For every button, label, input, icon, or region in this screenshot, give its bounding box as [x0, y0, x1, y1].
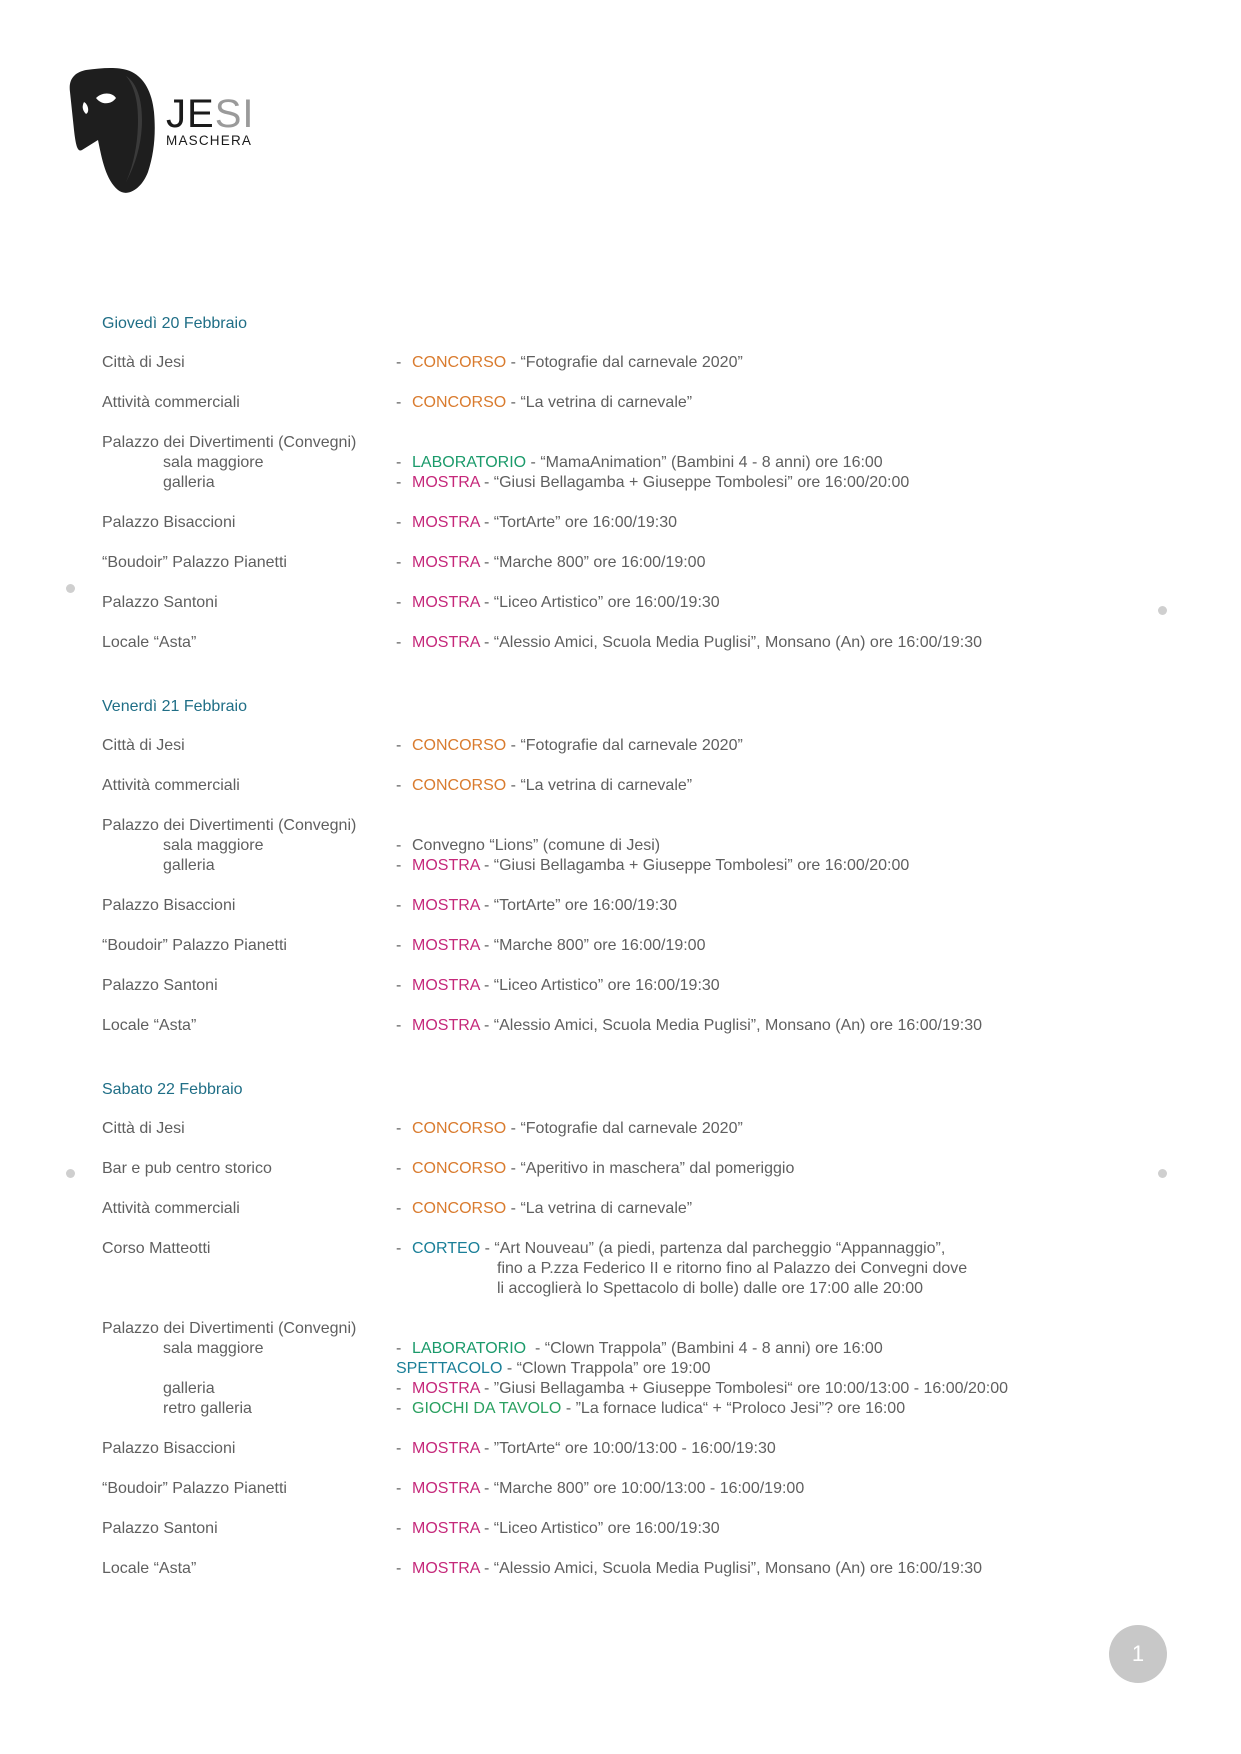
venue-block	[102, 816, 1102, 876]
event-description: - “Liceo Artistico” ore 16:00/19:30	[479, 977, 720, 994]
event-description: - “Fotografie dal carnevale 2020”	[506, 354, 743, 371]
event-description: - ”TortArte“ ore 10:00/13:00 - 16:00/19:30	[479, 1440, 776, 1457]
venue-row	[102, 513, 1102, 533]
venue-row	[102, 776, 1102, 796]
event-dash: -	[396, 1560, 402, 1577]
venue-name: “Boudoir” Palazzo Pianetti	[102, 1480, 287, 1497]
event-dash: -	[396, 354, 402, 371]
venue-events	[396, 353, 1102, 373]
venue-row	[102, 1159, 1102, 1179]
sub-venue-label: galleria	[163, 1380, 215, 1397]
page-number-badge: 1	[1109, 1625, 1167, 1683]
event-category: SPETTACOLO	[396, 1360, 503, 1377]
program-schedule	[102, 314, 1102, 1623]
event-dash: -	[396, 1400, 402, 1417]
sub-venue-row	[102, 453, 1102, 473]
event-line	[396, 1199, 1102, 1219]
event-category: MOSTRA	[412, 937, 480, 954]
venue-events	[396, 1199, 1102, 1219]
mask-icon	[68, 68, 158, 194]
event-category: CONCORSO	[412, 777, 507, 794]
event-description: - “Marche 800” ore 16:00/19:00	[479, 937, 706, 954]
event-description: - “Aperitivo in maschera” dal pomeriggio	[506, 1160, 795, 1177]
venue-name: Città di Jesi	[102, 1120, 185, 1137]
venue-name: Attività commerciali	[102, 777, 240, 794]
venue-events	[396, 1479, 1102, 1499]
event-line	[396, 633, 1102, 653]
venue-events	[396, 1359, 1102, 1379]
sub-venue-label: sala maggiore	[163, 837, 264, 854]
event-dash: -	[396, 1017, 402, 1034]
venue-name: Palazzo dei Divertimenti (Convegni)	[102, 817, 357, 834]
event-description: - “MamaAnimation” (Bambini 4 - 8 anni) ore 16:00	[526, 454, 883, 471]
venue-name: Corso Matteotti	[102, 1240, 211, 1257]
venue-name: Città di Jesi	[102, 737, 185, 754]
venue-events	[396, 1399, 1102, 1419]
event-line	[396, 593, 1102, 613]
sub-venue-row	[102, 1359, 1102, 1379]
event-dash: -	[396, 394, 402, 411]
event-description: - “La vetrina di carnevale”	[506, 1200, 693, 1217]
event-description: - “Fotografie dal carnevale 2020”	[506, 737, 743, 754]
hole-punch-dot	[1158, 606, 1167, 615]
venue-name: “Boudoir” Palazzo Pianetti	[102, 937, 287, 954]
event-description: Convegno “Lions” (comune di Jesi)	[412, 837, 661, 854]
venue-row	[102, 393, 1102, 413]
venue-row	[102, 1439, 1102, 1459]
venue-name: Locale “Asta”	[102, 634, 197, 651]
venue-events	[396, 453, 1102, 473]
event-line	[396, 1479, 1102, 1499]
venue-row	[102, 1239, 1102, 1299]
venue-events	[396, 1379, 1102, 1399]
venue-row	[102, 1119, 1102, 1139]
event-dash: -	[396, 514, 402, 531]
event-line	[396, 353, 1102, 373]
venue-events	[396, 1559, 1102, 1579]
event-line	[396, 1519, 1102, 1539]
event-dash: -	[396, 1520, 402, 1537]
logo-wordmark	[166, 94, 254, 148]
event-line	[396, 836, 1102, 856]
venue-name: Palazzo Bisaccioni	[102, 514, 236, 531]
venue-block	[102, 1319, 1102, 1419]
day-title: Giovedì 20 Febbraio	[102, 315, 247, 332]
event-category: MOSTRA	[412, 897, 480, 914]
event-line	[396, 1379, 1102, 1399]
venue-row	[102, 816, 1102, 836]
day-title: Sabato 22 Febbraio	[102, 1081, 243, 1098]
event-dash: -	[396, 1480, 402, 1497]
event-line	[396, 473, 1102, 493]
venue-events	[396, 1119, 1102, 1139]
event-line	[396, 856, 1102, 876]
event-dash: -	[396, 1440, 402, 1457]
event-dash: -	[396, 1120, 402, 1137]
venue-block	[102, 433, 1102, 493]
event-dash: -	[396, 594, 402, 611]
venue-name: Locale “Asta”	[102, 1560, 197, 1577]
venue-name: “Boudoir” Palazzo Pianetti	[102, 554, 287, 571]
sub-venue-label: sala maggiore	[163, 1340, 264, 1357]
sub-venue-row	[102, 473, 1102, 493]
hole-punch-dot	[66, 584, 75, 593]
venue-row	[102, 593, 1102, 613]
event-description: - “La vetrina di carnevale”	[506, 777, 693, 794]
event-dash: -	[396, 454, 402, 471]
event-category: MOSTRA	[412, 1480, 480, 1497]
venue-name: Attività commerciali	[102, 1200, 240, 1217]
event-category: MOSTRA	[412, 977, 480, 994]
event-dash: -	[396, 937, 402, 954]
sub-venue-row	[102, 1339, 1102, 1359]
venue-name: Palazzo Santoni	[102, 1520, 218, 1537]
venue-events	[396, 1519, 1102, 1539]
hole-punch-dot	[66, 1169, 75, 1178]
day-section	[102, 314, 1102, 653]
event-category: MOSTRA	[412, 474, 480, 491]
logo-word-accent: SI	[214, 92, 255, 136]
sub-venue-label: galleria	[163, 474, 215, 491]
event-category: MOSTRA	[412, 514, 480, 531]
sub-venue-label: sala maggiore	[163, 454, 264, 471]
event-category: MOSTRA	[412, 1440, 480, 1457]
sub-venue-label	[102, 1359, 396, 1379]
event-category: CONCORSO	[412, 1120, 507, 1137]
event-description: - “Liceo Artistico” ore 16:00/19:30	[479, 594, 720, 611]
venue-row	[102, 1479, 1102, 1499]
event-category: CONCORSO	[412, 1160, 507, 1177]
venue-row	[102, 1519, 1102, 1539]
venue-row	[102, 433, 1102, 453]
event-dash: -	[396, 554, 402, 571]
venue-events	[396, 1159, 1102, 1179]
sub-venue-label: retro galleria	[163, 1400, 252, 1417]
event-dash: -	[396, 837, 402, 854]
event-category: MOSTRA	[412, 554, 480, 571]
venue-events	[396, 896, 1102, 916]
event-line	[396, 1399, 1102, 1419]
event-continuation: fino a P.zza Federico II e ritorno fino al Palazzo dei Convegni dove	[497, 1260, 968, 1277]
venue-events	[396, 1239, 1102, 1299]
event-line	[396, 976, 1102, 996]
event-category: LABORATORIO	[412, 1340, 527, 1357]
event-description: - “TortArte” ore 16:00/19:30	[479, 514, 677, 531]
sub-venue-row	[102, 1379, 1102, 1399]
event-category: MOSTRA	[412, 857, 480, 874]
venue-events	[396, 593, 1102, 613]
day-section	[102, 697, 1102, 1036]
venue-events	[396, 1439, 1102, 1459]
venue-events	[396, 976, 1102, 996]
event-description: - “Clown Trappola” (Bambini 4 - 8 anni) ore 16:00	[526, 1340, 883, 1357]
event-description: - “Marche 800” ore 10:00/13:00 - 16:00/19:00	[479, 1480, 805, 1497]
venue-events	[396, 513, 1102, 533]
event-category: CORTEO	[412, 1240, 481, 1257]
event-category: CONCORSO	[412, 1200, 507, 1217]
event-line	[396, 1259, 1102, 1279]
event-description: - “Giusi Bellagamba + Giuseppe Tombolesi” ore 16:00/20:00	[479, 474, 910, 491]
venue-row	[102, 1559, 1102, 1579]
venue-row	[102, 353, 1102, 373]
logo-subtitle: MASCHERA	[166, 133, 253, 148]
venue-row	[102, 1016, 1102, 1036]
day-title: Venerdì 21 Febbraio	[102, 698, 247, 715]
event-category: CONCORSO	[412, 737, 507, 754]
event-line	[396, 1159, 1102, 1179]
event-line	[396, 1279, 1102, 1299]
venue-events	[396, 473, 1102, 493]
venue-name: Palazzo Santoni	[102, 977, 218, 994]
event-line	[396, 1439, 1102, 1459]
venue-name: Locale “Asta”	[102, 1017, 197, 1034]
event-dash: -	[396, 1340, 402, 1357]
venue-events	[396, 553, 1102, 573]
event-category: MOSTRA	[412, 1017, 480, 1034]
event-description: - “Clown Trappola” ore 19:00	[502, 1360, 711, 1377]
event-description: - “Alessio Amici, Scuola Media Puglisi”, Monsano (An) ore 16:00/19:30	[479, 1560, 983, 1577]
event-description: - “Marche 800” ore 16:00/19:00	[479, 554, 706, 571]
event-dash: -	[396, 897, 402, 914]
event-description: - “Alessio Amici, Scuola Media Puglisi”, Monsano (An) ore 16:00/19:30	[479, 1017, 983, 1034]
event-line	[396, 453, 1102, 473]
day-section	[102, 1080, 1102, 1579]
venue-events	[396, 936, 1102, 956]
jesi-maschera-logo	[68, 68, 268, 198]
venue-events	[396, 393, 1102, 413]
event-description: - “Alessio Amici, Scuola Media Puglisi”, Monsano (An) ore 16:00/19:30	[479, 634, 983, 651]
venue-name: Palazzo dei Divertimenti (Convegni)	[102, 434, 357, 451]
venue-events	[396, 1339, 1102, 1359]
sub-venue-label: galleria	[163, 857, 215, 874]
event-dash: -	[396, 634, 402, 651]
venue-events	[396, 736, 1102, 756]
event-category: MOSTRA	[412, 634, 480, 651]
event-description: - ”Giusi Bellagamba + Giuseppe Tombolesi“ ore 10:00/13:00 - 16:00/20:00	[479, 1380, 1009, 1397]
event-description: - “La vetrina di carnevale”	[506, 394, 693, 411]
event-dash: -	[396, 777, 402, 794]
event-category: MOSTRA	[412, 1520, 480, 1537]
venue-row	[102, 1199, 1102, 1219]
event-description: - “Fotografie dal carnevale 2020”	[506, 1120, 743, 1137]
event-description: - “TortArte” ore 16:00/19:30	[479, 897, 677, 914]
event-line	[396, 1359, 1102, 1379]
hole-punch-dot	[1158, 1169, 1167, 1178]
event-line	[396, 553, 1102, 573]
event-description: - “Liceo Artistico” ore 16:00/19:30	[479, 1520, 720, 1537]
event-line	[396, 513, 1102, 533]
venue-name: Palazzo Santoni	[102, 594, 218, 611]
venue-events	[396, 1016, 1102, 1036]
sub-venue-row	[102, 836, 1102, 856]
event-line	[396, 1016, 1102, 1036]
event-category: MOSTRA	[412, 1560, 480, 1577]
event-dash: -	[396, 857, 402, 874]
venue-row	[102, 976, 1102, 996]
venue-row	[102, 896, 1102, 916]
venue-name: Palazzo dei Divertimenti (Convegni)	[102, 1320, 357, 1337]
event-dash: -	[396, 474, 402, 491]
event-description: - “Art Nouveau” (a piedi, partenza dal parcheggio “Appannaggio”,	[480, 1240, 946, 1257]
event-line	[396, 1239, 1102, 1259]
event-line	[396, 1119, 1102, 1139]
event-line	[396, 736, 1102, 756]
venue-row	[102, 1319, 1102, 1339]
venue-row	[102, 633, 1102, 653]
venue-name: Bar e pub centro storico	[102, 1160, 272, 1177]
logo-word-main: JE	[166, 92, 215, 136]
event-dash: -	[396, 737, 402, 754]
venue-name: Palazzo Bisaccioni	[102, 1440, 236, 1457]
event-line	[396, 393, 1102, 413]
event-category: MOSTRA	[412, 1380, 480, 1397]
event-category: CONCORSO	[412, 354, 507, 371]
venue-name: Attività commerciali	[102, 394, 240, 411]
event-dash: -	[396, 1160, 402, 1177]
event-category: GIOCHI DA TAVOLO	[412, 1400, 562, 1417]
event-line	[396, 936, 1102, 956]
event-category: MOSTRA	[412, 594, 480, 611]
event-category: CONCORSO	[412, 394, 507, 411]
venue-row	[102, 936, 1102, 956]
venue-events	[396, 776, 1102, 796]
venue-row	[102, 736, 1102, 756]
event-description: - “Giusi Bellagamba + Giuseppe Tombolesi” ore 16:00/20:00	[479, 857, 910, 874]
venue-events	[396, 633, 1102, 653]
sub-venue-row	[102, 856, 1102, 876]
event-dash: -	[396, 977, 402, 994]
event-line	[396, 896, 1102, 916]
event-dash: -	[396, 1200, 402, 1217]
event-dash: -	[396, 1380, 402, 1397]
event-line	[396, 1559, 1102, 1579]
event-line	[396, 1339, 1102, 1359]
sub-venue-row	[102, 1399, 1102, 1419]
venue-events	[396, 856, 1102, 876]
event-description: - ”La fornace ludica“ + “Proloco Jesi”? ore 16:00	[561, 1400, 906, 1417]
venue-row	[102, 553, 1102, 573]
event-category: LABORATORIO	[412, 454, 527, 471]
venue-events	[396, 836, 1102, 856]
venue-name: Palazzo Bisaccioni	[102, 897, 236, 914]
event-line	[396, 776, 1102, 796]
venue-name: Città di Jesi	[102, 354, 185, 371]
event-dash: -	[396, 1240, 402, 1257]
event-continuation: li accoglierà lo Spettacolo di bolle) dalle ore 17:00 alle 20:00	[497, 1280, 924, 1297]
